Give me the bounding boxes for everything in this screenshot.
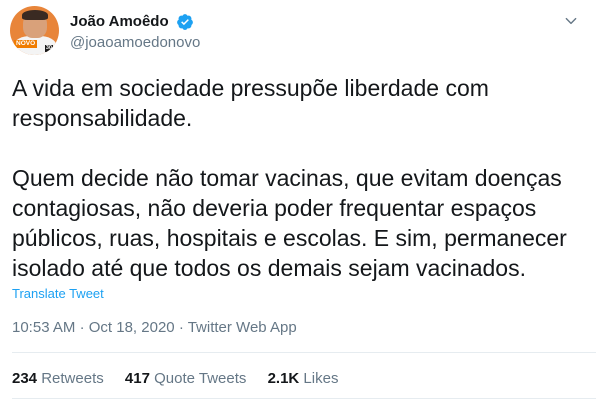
tweet-paragraph: A vida em sociedade pressupõe liberdade com responsabilidade. (12, 75, 489, 131)
divider (12, 352, 596, 353)
quote-tweets-stat[interactable] (125, 369, 246, 389)
likes-label: Likes (303, 370, 339, 387)
chevron-down-icon[interactable] (564, 14, 578, 28)
tweet-time[interactable]: 10:53 AM (12, 319, 76, 336)
tweet-date[interactable]: Oct 18, 2020 (88, 319, 175, 336)
translate-tweet-link[interactable]: Translate Tweet (12, 286, 104, 301)
meta-separator: · (79, 319, 85, 336)
author-handle[interactable]: @joaoamoedonovo (70, 34, 201, 51)
avatar-number: 30 (45, 45, 52, 51)
likes-count: 2.1K (267, 370, 300, 387)
divider (12, 398, 596, 399)
quote-tweets-label: Quote Tweets (154, 370, 247, 387)
tweet-text (12, 73, 582, 283)
retweets-stat[interactable] (12, 369, 104, 389)
tweet-stats (12, 369, 355, 389)
verified-badge-icon (176, 13, 194, 31)
retweets-count: 234 (12, 370, 38, 387)
tweet-header (10, 6, 586, 56)
meta-separator: · (178, 319, 184, 336)
retweets-label: Retweets (41, 370, 104, 387)
avatar[interactable] (10, 6, 59, 55)
author-display-name[interactable]: João Amoêdo (70, 13, 169, 30)
author-names (70, 12, 200, 53)
avatar-hair (22, 10, 48, 20)
quote-tweets-count: 417 (124, 370, 150, 387)
likes-stat[interactable] (268, 369, 339, 389)
tweet-paragraph: Quem decide não tomar vacinas, que evitam doenças contagiosas, não deveria poder frequentar espaços públicos, ruas, hospitais e escolas. E sim, permanecer isolado até que todos os demais sejam vacinados. (12, 165, 567, 281)
tweet-source[interactable]: Twitter Web App (187, 319, 297, 336)
tweet-meta (12, 318, 297, 338)
avatar-badge: NOVO (16, 40, 36, 47)
